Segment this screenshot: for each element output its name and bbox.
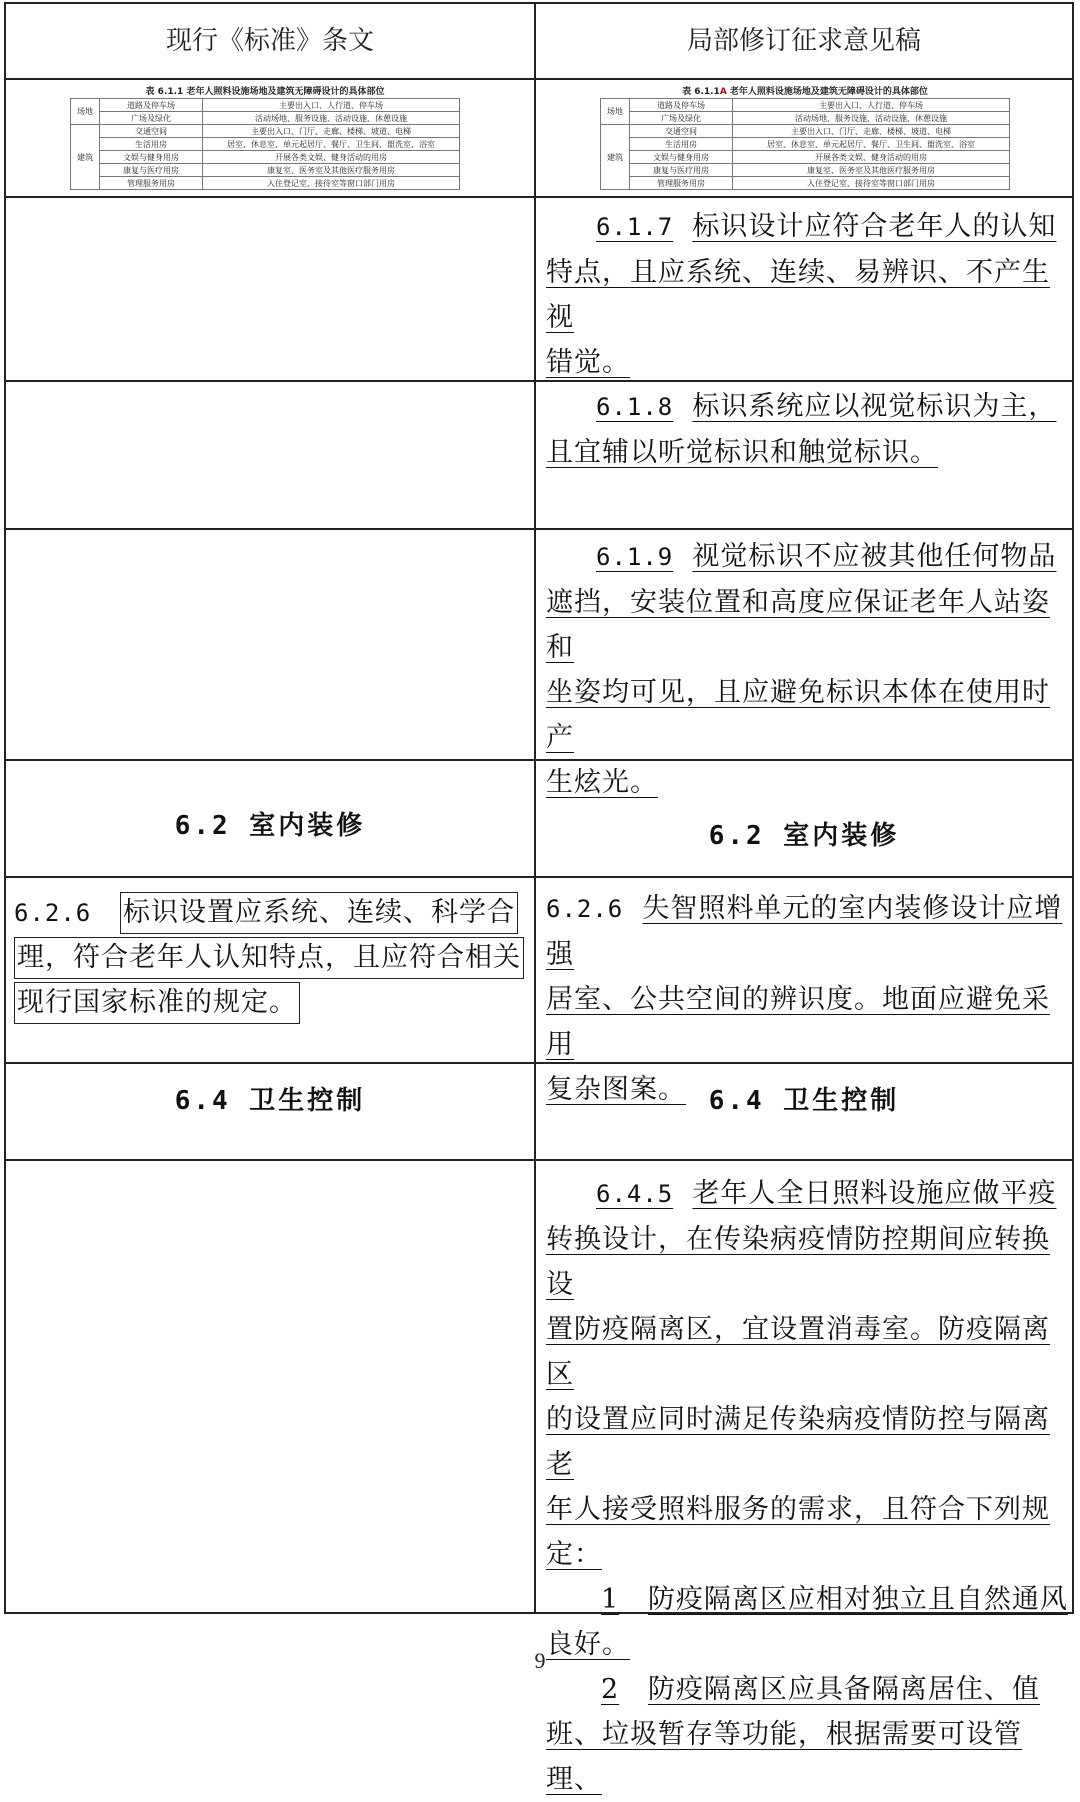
header-left-cell <box>6 4 534 78</box>
table-image-left-cell <box>6 80 534 196</box>
boxed-deleted-text: 理，符合老年人认知特点，且应符合相关 <box>14 937 524 979</box>
mini-table-subcategory: 管理服务用房 <box>630 177 733 190</box>
mini-table-detail: 开展各类文娱、健身活动的用房 <box>733 151 1010 164</box>
clause-text: 的设置应同时满足传染病疫情防控与隔离老 <box>546 1404 1050 1480</box>
mini-table-category: 场地 <box>601 99 630 125</box>
section-title: 6.2 室内装修 <box>174 811 366 841</box>
clause-618 <box>546 384 1066 475</box>
section-64-right-cell <box>536 1064 1072 1159</box>
mini-table-subcategory: 生活用房 <box>100 138 203 151</box>
mini-table-row <box>601 177 1010 190</box>
mini-table-subcategory: 道路及停车场 <box>100 99 203 112</box>
clause-text: 置防疫隔离区，宜设置消毒室。防疫隔离区 <box>546 1314 1050 1390</box>
clause-text: 特点，且应系统、连续、易辨识、不产生视 <box>546 257 1050 333</box>
header-revision-draft: 局部修订征求意见稿 <box>686 26 921 56</box>
mini-table-detail: 主要出入口、门厅、走廊、楼梯、坡道、电梯 <box>203 125 460 138</box>
comparison-table <box>4 2 1074 1795</box>
mini-caption-rest: 老年人照料设施场地及建筑无障碍设计的具体部位 <box>726 87 928 97</box>
mini-table-subcategory: 交通空间 <box>630 125 733 138</box>
clause-645-cell <box>536 1161 1072 1795</box>
mini-table-detail: 康复室、医务室及其他医疗服务用房 <box>733 164 1010 177</box>
mini-table-detail: 居室、休息室、单元起居厅、餐厅、卫生间、盥洗室、浴室 <box>203 138 460 151</box>
mini-table-subcategory: 道路及停车场 <box>630 99 733 112</box>
clause-text: 标识设计应符合老年人的认知 <box>692 211 1057 242</box>
mini-table-left <box>70 98 460 190</box>
mini-table-row <box>601 164 1010 177</box>
mini-table-category: 建筑 <box>71 125 100 190</box>
mini-table-caption: 表 6.1.1 老年人照料设施场地及建筑无障碍设计的具体部位 <box>145 87 385 97</box>
clause-626-old <box>14 890 530 1025</box>
section-title: 6.4 卫生控制 <box>174 1086 366 1116</box>
mini-caption-mark: A <box>719 87 727 97</box>
mini-table-row <box>601 151 1010 164</box>
section-62-left-cell <box>6 761 534 876</box>
mini-table-detail: 开展各类文娱、健身活动的用房 <box>203 151 460 164</box>
clause-text: 视觉标识不应被其他任何物品 <box>692 541 1057 572</box>
header-current-standard: 现行《标准》条文 <box>165 26 374 56</box>
boxed-deleted-text: 标识设置应系统、连续、科学合 <box>120 892 518 934</box>
clause-number: 6.2.6 <box>14 899 92 927</box>
mini-table-row <box>71 151 460 164</box>
mini-table-row <box>601 125 1010 138</box>
clause-text: 遮挡，安装位置和高度应保证老年人站姿和 <box>546 587 1050 663</box>
section-title: 6.2 室内装修 <box>708 821 900 851</box>
mini-table-detail: 主要出入口、人行道、停车场 <box>733 99 1010 112</box>
clause-text: 失智照料单元的室内装修设计应增强 <box>546 893 1063 970</box>
mini-table-row <box>601 99 1010 112</box>
clause-text: 生炫光。 <box>546 767 658 798</box>
clause-text: 居室、公共空间的辨识度。地面应避免采用 <box>546 984 1050 1060</box>
clause-text: 转换设计，在传染病疫情防控期间应转换设 <box>546 1224 1050 1300</box>
mini-table-row <box>71 99 460 112</box>
mini-table-detail: 主要出入口、人行道、停车场 <box>203 99 460 112</box>
mini-table-subcategory: 文娱与健身用房 <box>630 151 733 164</box>
clause-text: 老年人全日照料设施应做平疫 <box>692 1178 1057 1209</box>
section-title: 6.4 卫生控制 <box>708 1086 900 1116</box>
mini-table-detail: 入住登记室、接待室等窗口部门用房 <box>733 177 1010 190</box>
clause-text: 坐姿均可见，且应避免标识本体在使用时产 <box>546 677 1050 753</box>
clause-618-cell <box>536 382 1072 528</box>
list-item-number: 2 <box>601 1674 620 1705</box>
clause-617 <box>546 204 1066 385</box>
clause-text: 定： <box>546 1539 602 1570</box>
clause-text: 年人接受照料服务的需求，且符合下列规 <box>546 1494 1050 1525</box>
mini-table-subcategory: 交通空间 <box>100 125 203 138</box>
mini-table-detail: 入住登记室、接待室等窗口部门用房 <box>203 177 460 190</box>
clause-number: 6.1.8 <box>596 393 674 421</box>
clause-645 <box>546 1171 1068 1802</box>
mini-table-row <box>601 112 1010 125</box>
clause-number: 6.4.5 <box>596 1180 674 1208</box>
mini-table-category: 建筑 <box>601 125 630 190</box>
list-item-number: 1 <box>601 1584 620 1615</box>
list-item-text: 良好。 <box>546 1629 630 1660</box>
clause-number: 6.2.6 <box>546 895 624 923</box>
clause-617-cell <box>536 198 1072 380</box>
mini-table-subcategory: 康复与医疗用房 <box>100 164 203 177</box>
header-right-cell <box>536 4 1072 78</box>
mini-table-row <box>71 164 460 177</box>
mini-caption-prefix: 表 6.1.1 <box>682 87 720 97</box>
clause-number: 6.1.9 <box>596 543 674 571</box>
mini-table-detail: 主要出入口、门厅、走廊、楼梯、坡道、电梯 <box>733 125 1010 138</box>
mini-table-detail: 活动场地、服务设施、活动设施、休憩设施 <box>203 112 460 125</box>
mini-table-row <box>71 112 460 125</box>
mini-table-row <box>71 138 460 151</box>
page-number: 9 <box>534 1648 546 1673</box>
list-item-text: 防疫隔离区应相对独立且自然通风 <box>647 1584 1068 1615</box>
mini-table-subcategory: 广场及绿化 <box>630 112 733 125</box>
mini-table-right <box>600 98 1010 190</box>
list-item-text: 班、垃圾暂存等功能，根据需要可设管理、 <box>546 1719 1022 1795</box>
section-64-left-cell <box>6 1064 534 1159</box>
clause-text: 错觉。 <box>546 347 630 378</box>
mini-table-detail: 康复室、医务室及其他医疗服务用房 <box>203 164 460 177</box>
clause-text: 标识系统应以视觉标识为主， <box>692 391 1057 422</box>
mini-table-detail: 居室、休息室、单元起居厅、餐厅、卫生间、盥洗室、浴室 <box>733 138 1010 151</box>
clause-text: 复杂图案。 <box>546 1074 686 1105</box>
clause-619-cell <box>536 530 1072 798</box>
mini-table-detail: 活动场地、服务设施、活动设施、休憩设施 <box>733 112 1010 125</box>
mini-table-subcategory: 管理服务用房 <box>100 177 203 190</box>
mini-table-row <box>601 138 1010 151</box>
mini-table-category: 场地 <box>71 99 100 125</box>
table-image-right-cell <box>536 80 1072 196</box>
mini-table-subcategory: 生活用房 <box>630 138 733 151</box>
mini-table-caption <box>600 84 1010 97</box>
clause-number: 6.1.7 <box>596 213 674 241</box>
mini-table-row <box>71 177 460 190</box>
mini-table-subcategory: 康复与医疗用房 <box>630 164 733 177</box>
boxed-deleted-text: 现行国家标准的规定。 <box>14 982 300 1024</box>
mini-table-row <box>71 125 460 138</box>
mini-table-subcategory: 广场及绿化 <box>100 112 203 125</box>
list-item-text: 防疫隔离区应具备隔离居住、值 <box>647 1674 1040 1705</box>
clause-text: 且宜辅以听觉标识和触觉标识。 <box>546 437 938 468</box>
section-62-right-cell <box>536 761 1072 876</box>
mini-table-subcategory: 文娱与健身用房 <box>100 151 203 164</box>
clause-626-old-cell <box>6 878 534 1062</box>
